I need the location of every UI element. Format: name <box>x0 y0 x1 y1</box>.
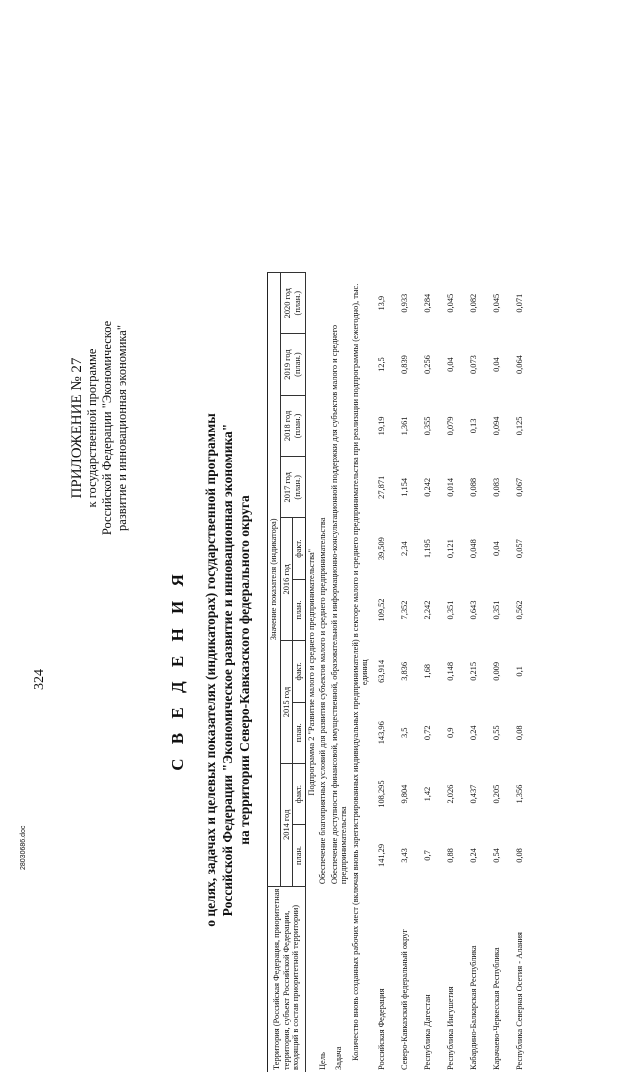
cell: 0,9 <box>446 727 456 738</box>
goal-label: Цель <box>318 1052 327 1070</box>
cell: 0,079 <box>446 416 456 436</box>
cell: 0,088 <box>469 477 479 497</box>
cell: 0,55 <box>492 725 502 741</box>
cell: 19,19 <box>377 416 387 436</box>
row-territory: Северо-Кавказский федеральный округ <box>400 929 410 1070</box>
cell: 0,08 <box>515 848 525 863</box>
cell: 0,284 <box>423 293 433 313</box>
cell: 0,643 <box>469 600 479 620</box>
subprogram-row <box>305 273 317 1073</box>
cell: 0,057 <box>515 539 525 559</box>
cell: 1,42 <box>423 786 433 802</box>
cell: 0,148 <box>446 661 456 681</box>
cell: 7,352 <box>400 600 410 620</box>
indicators-table <box>267 272 532 1072</box>
row-territory: Российская Федерация <box>377 988 387 1070</box>
cell: 3,43 <box>400 848 410 863</box>
cell: 0,839 <box>400 355 410 374</box>
table-row <box>417 273 440 1073</box>
cell: 2,34 <box>400 541 410 556</box>
header-plan: план. <box>293 825 306 886</box>
cell: 0,562 <box>515 600 525 620</box>
task-text: Обеспечение доступности финансовой, имущественной, образовательной и информационно-консультационной поддержки для субъектов малого и среднего предпринимательства <box>329 324 348 885</box>
rotated-page <box>30 250 610 1090</box>
cell: 0,355 <box>423 416 433 436</box>
row-territory: Республика Дагестан <box>423 994 433 1070</box>
title-line: о целях, задачах и целевых показателях (индикаторах) государственной программы <box>203 413 218 927</box>
cell: 2,026 <box>446 784 456 804</box>
cell: 0,082 <box>469 293 479 313</box>
cell: 0,13 <box>469 418 479 434</box>
row-territory: Кабардино-Балкарская Республика <box>469 945 479 1070</box>
cell: 0,014 <box>446 477 456 497</box>
cell: 0,04 <box>446 357 456 372</box>
header-indicator-values: Значение показателя (индикатора) <box>268 273 281 887</box>
cell: 0,1 <box>515 666 525 677</box>
appendix-line: Российской Федерации "Экономическое <box>100 320 114 536</box>
cell: 0,215 <box>469 661 479 681</box>
cell: 0,351 <box>446 600 456 620</box>
cell: 0,073 <box>469 355 479 374</box>
table-row <box>463 273 486 1073</box>
title-svedeniya: С В Е Д Е Н И Я <box>168 569 187 771</box>
table-row <box>371 273 394 1073</box>
cell: 143,96 <box>377 721 387 745</box>
cell: 0,7 <box>423 850 433 861</box>
subprogram-title: Подпрограмма 2 "Развитие малого и среднего предпринимательства" <box>306 548 316 796</box>
cell: 0,242 <box>423 477 433 497</box>
cell: 1,361 <box>400 416 410 436</box>
table-row <box>509 273 532 1073</box>
cell: 13,9 <box>377 295 387 311</box>
cell: 0,125 <box>515 416 525 436</box>
appendix-number: ПРИЛОЖЕНИЕ № 27 <box>69 357 85 499</box>
cell: 39,509 <box>377 537 387 561</box>
cell: 109,52 <box>377 598 387 622</box>
cell: 0,205 <box>492 784 502 804</box>
appendix-line: развитие и инновационная экономика" <box>115 325 129 531</box>
cell: 12,5 <box>377 357 387 372</box>
cell: 0,071 <box>515 293 525 313</box>
cell: 3,836 <box>400 661 410 681</box>
cell: 9,804 <box>400 784 410 804</box>
table-header-row <box>268 273 281 1073</box>
cell: 0,121 <box>446 539 456 559</box>
task-row <box>329 273 350 1073</box>
header-territory: Территория (Российская Федерация, приоритетная территория, субъект Российской Федерации, входящий в состав приоритетной территории) <box>268 886 306 1072</box>
cell: 108,295 <box>377 780 387 808</box>
header-fact: факт. <box>293 641 306 702</box>
cell: 0,54 <box>492 848 502 863</box>
header-2018: 2018 год (план.) <box>280 395 305 456</box>
appendix-line: к государственной программе <box>85 348 99 508</box>
cell: 0,094 <box>492 416 502 436</box>
cell: 0,256 <box>423 355 433 374</box>
cell: 0,88 <box>446 848 456 863</box>
goal-text: Обеспечение благоприятных условий для развития субъектов малого и среднего предпринимательства <box>318 517 327 885</box>
header-2015: 2015 год <box>280 641 293 764</box>
header-plan: план. <box>293 702 306 763</box>
cell: 0,351 <box>492 600 502 620</box>
cell: 141,29 <box>377 843 387 867</box>
cell: 0,048 <box>469 539 479 559</box>
cell: 0,437 <box>469 784 479 804</box>
cell: 0,24 <box>469 725 479 741</box>
cell: 0,067 <box>515 477 525 497</box>
header-2019: 2019 год (план.) <box>280 334 305 395</box>
table-row <box>486 273 509 1073</box>
cell: 2,242 <box>423 600 433 620</box>
cell: 0,045 <box>492 293 502 313</box>
row-territory: Республика Северная Осетия - Алания <box>515 932 525 1070</box>
row-territory: Республика Ингушетия <box>446 986 456 1070</box>
cell: 0,08 <box>515 725 525 741</box>
cell: 27,871 <box>377 475 387 499</box>
document-title <box>168 340 253 1000</box>
table-row <box>440 273 463 1073</box>
header-plan: план. <box>293 579 306 640</box>
cell: 0,009 <box>492 661 502 681</box>
title-line: на территории Северо-Кавказского федерального округа <box>237 495 252 845</box>
cell: 1,195 <box>423 539 433 559</box>
header-2017: 2017 год (план.) <box>280 457 305 518</box>
cell: 0,933 <box>400 293 410 313</box>
cell: 0,72 <box>423 725 433 741</box>
indicator-row <box>350 273 371 1073</box>
cell: 0,24 <box>469 848 479 863</box>
cell: 1,68 <box>423 664 433 679</box>
task-label: Задача <box>334 1046 344 1070</box>
table-row <box>394 273 417 1073</box>
header-2016: 2016 год <box>280 518 293 641</box>
header-fact: факт. <box>293 763 306 824</box>
cell: 0,064 <box>515 355 525 374</box>
indicator-title: Количество вновь созданных рабочих мест (включая вновь зарегистрированных индивидуальных предпринимателей) в секторе малого и среднего предпринимательства при реализации подпрограммы (ежегодно), тыс. единиц <box>350 283 369 1061</box>
cell: 0,04 <box>492 357 502 372</box>
page-number: 324 <box>32 669 47 690</box>
header-fact: факт. <box>293 518 306 579</box>
cell: 1,154 <box>400 477 410 497</box>
cell: 1,356 <box>515 784 525 804</box>
header-2014: 2014 год <box>280 763 293 886</box>
row-territory: Карачаево-Черкесская Республика <box>492 947 502 1070</box>
cell: 0,083 <box>492 477 502 497</box>
footer-doc-code: 28030686.doc <box>20 825 27 870</box>
goal-row <box>317 273 329 1073</box>
appendix-block <box>70 278 130 578</box>
cell: 0,04 <box>492 541 502 556</box>
header-2020: 2020 год (план.) <box>280 273 305 334</box>
cell: 3,5 <box>400 727 410 738</box>
cell: 0,045 <box>446 293 456 313</box>
cell: 63,914 <box>377 659 387 683</box>
title-line: Российской Федерации "Экономическое развитие и инновационная экономика" <box>220 423 235 917</box>
